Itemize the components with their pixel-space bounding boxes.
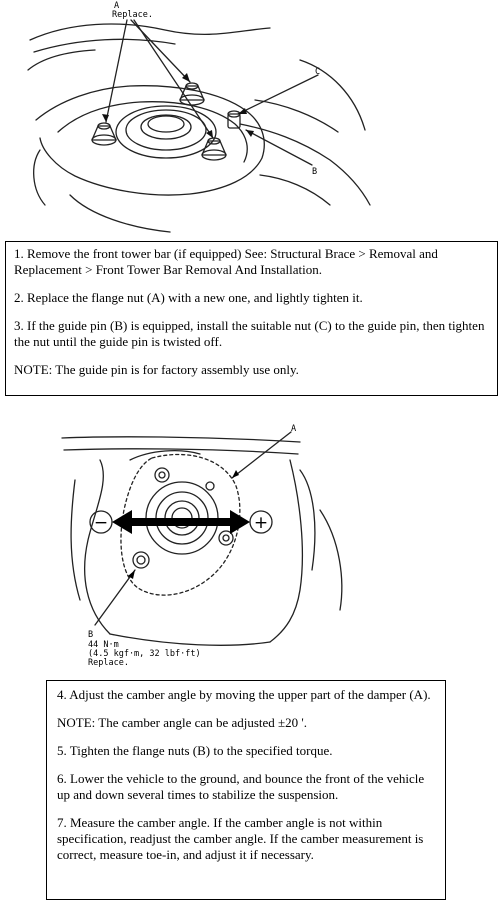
instructions-box-2 <box>46 680 446 900</box>
instructions-box-1 <box>5 241 498 396</box>
step-2-text: 2. Replace the flange nut (A) with a new one, and lightly tighten it. <box>14 290 363 305</box>
figure-camber-adjustment <box>0 420 503 676</box>
note-guide-pin: NOTE: The guide pin is for factory assembly use only. <box>14 362 299 377</box>
figure2-label-b: B <box>88 630 94 640</box>
plus-sign: + <box>253 513 269 533</box>
torque-value: 44 N·m <box>88 640 119 650</box>
step-4-text: 4. Adjust the camber angle by moving the upper part of the damper (A). <box>57 687 431 702</box>
figure-strut-tower-top <box>0 0 503 236</box>
step-3-text: 3. If the guide pin (B) is equipped, install the suitable nut (C) to the guide pin, then tighten the nut until the guide pin is twisted off. <box>14 318 485 349</box>
figure1-label-a-note: Replace. <box>112 10 153 20</box>
step-6-text: 6. Lower the vehicle to the ground, and bounce the front of the vehicle up and down several times to stabilize the suspension. <box>57 771 425 802</box>
figure1-label-a: A <box>114 1 120 11</box>
figure1-label-c: C <box>315 67 321 77</box>
figure2-label-a: A <box>291 424 297 434</box>
strut-tower-illustration <box>0 0 503 236</box>
step-1-text: 1. Remove the front tower bar (if equipped) See: Structural Brace > Removal and Replacement > Front Tower Bar Removal And Installation. <box>14 246 438 277</box>
step-7-text: 7. Measure the camber angle. If the camber angle is not within specification, readjust the camber angle. If the camber measurement is correct, measure toe-in, and adjust it if necessary. <box>57 815 424 862</box>
torque-conversion: (4.5 kgf·m, 32 lbf·ft) <box>88 649 201 659</box>
figure1-label-b: B <box>312 167 318 177</box>
camber-adjustment-illustration <box>0 420 503 676</box>
note-camber-range: NOTE: The camber angle can be adjusted ±20 '. <box>57 715 308 730</box>
minus-sign: − <box>93 513 109 533</box>
torque-note: Replace. <box>88 658 129 668</box>
step-5-text: 5. Tighten the flange nuts (B) to the specified torque. <box>57 743 333 758</box>
